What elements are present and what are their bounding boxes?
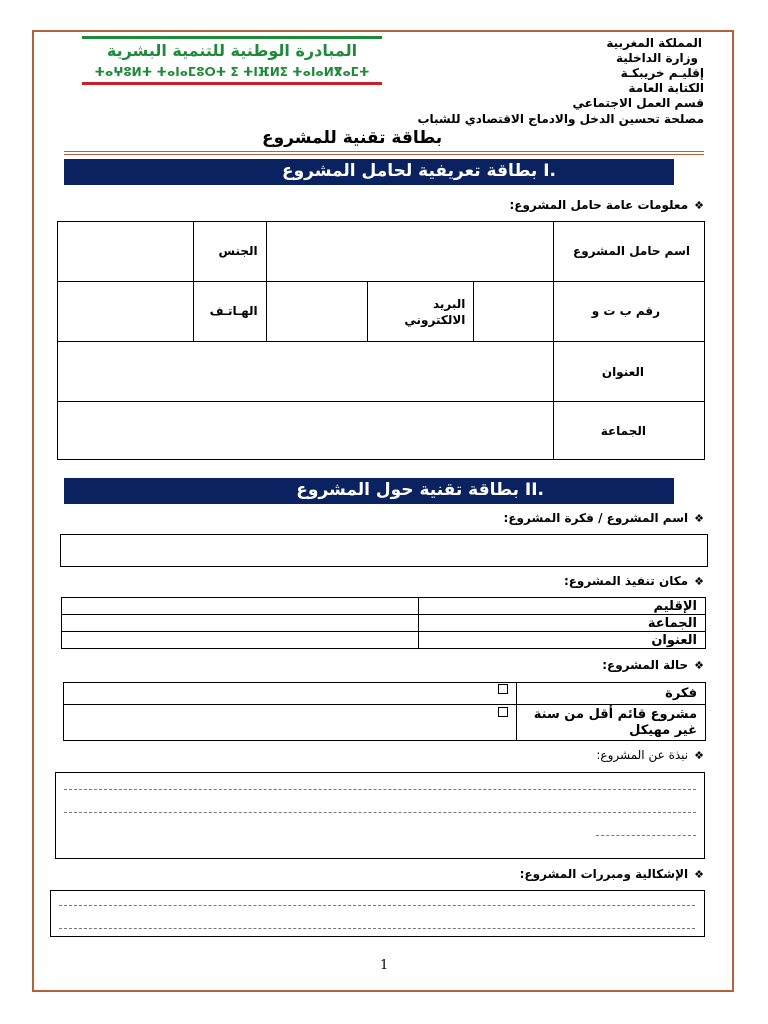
summary-dotted-line-2: [64, 812, 696, 813]
problem-heading: [520, 867, 704, 881]
bullet-icon: ❖: [694, 868, 704, 881]
summary-dotted-line-3: [596, 835, 696, 836]
summary-label: نبذة عن المشروع:: [596, 748, 689, 762]
email-label: البريد الالكتروني: [368, 282, 474, 342]
logo-graphic: [82, 36, 382, 86]
page-title: بطاقة تقنية للمشروع: [262, 128, 443, 148]
address-location-value-cell[interactable]: [62, 632, 419, 649]
section-1-title: .I بطاقة تعريفية لحامل المشروع: [281, 161, 556, 181]
status-table: [63, 682, 706, 741]
holder-name-value-cell[interactable]: [266, 222, 553, 282]
bullet-icon: ❖: [694, 749, 704, 762]
logo-tifinagh-text: ⵜⴰⵖⵓⵍⵜ ⵜⴰⵏⴰⵎⵓⵔⵜ ⵉ ⵜⵏⴼⵍⵉ ⵜⴰⵏⴰⵍⴳⴰⵎⵜ: [94, 65, 370, 79]
header-line-province: إقليـم خريبكـة: [620, 66, 704, 80]
problem-field[interactable]: [50, 890, 705, 937]
title-rule-2: [64, 154, 704, 155]
phone-value-cell[interactable]: [58, 282, 194, 342]
address-label: العنوان: [553, 342, 704, 402]
checkbox-icon-existing[interactable]: [498, 707, 508, 717]
province-label: الإقليم: [419, 598, 706, 615]
location-label: مكان تنفيذ المشروع:: [563, 574, 689, 588]
commune-location-label: الجماعة: [419, 615, 706, 632]
phone-label: الهـاتـف: [193, 282, 266, 342]
holder-info-table: [57, 221, 705, 460]
title-rule: [64, 151, 704, 152]
problem-label: الإشكالية ومبررات المشروع:: [519, 867, 689, 881]
bullet-icon: ❖: [694, 659, 704, 672]
bullet-icon: ❖: [694, 575, 704, 588]
project-name-label: اسم المشروع / فكرة المشروع:: [503, 511, 689, 525]
status-existing-label: مشروع قائم أقل من سنة غير مهيكل: [517, 705, 706, 741]
problem-dotted-line-2: [59, 928, 695, 929]
bullet-icon: ❖: [694, 512, 704, 525]
cin-value-cell[interactable]: [474, 282, 553, 342]
address-location-label: العنوان: [419, 632, 706, 649]
checkbox-icon-idea[interactable]: [498, 684, 508, 694]
section-2-title: .II بطاقة تقنية حول المشروع: [296, 480, 544, 500]
section-1-banner: [64, 159, 674, 185]
email-value-cell[interactable]: [266, 282, 367, 342]
indh-logo: [82, 36, 382, 86]
general-info-label: معلومات عامة حامل المشروع:: [509, 198, 689, 212]
summary-dotted-line-1: [64, 789, 696, 790]
header-line-secretariat: الكتابة العامة: [628, 81, 704, 95]
location-heading: [564, 574, 704, 588]
status-idea-label: فكرة: [517, 683, 706, 705]
logo-arabic-text: المبادرة الوطنية للتنمية البشرية: [106, 41, 358, 60]
holder-name-label: اسم حامل المشروع: [553, 222, 704, 282]
general-info-heading: [509, 198, 704, 212]
header-line-kingdom: المملكة المغربية: [606, 36, 702, 50]
status-idea-cell: [64, 683, 517, 705]
status-label: حالة المشروع:: [602, 658, 689, 672]
commune-location-value-cell[interactable]: [62, 615, 419, 632]
gender-value-cell[interactable]: [58, 222, 194, 282]
bullet-icon: ❖: [694, 199, 704, 212]
page-number: 1: [380, 958, 389, 973]
section-2-banner: [64, 478, 674, 504]
location-table: [61, 597, 706, 649]
header-line-division: قسم العمل الاجتماعي: [572, 96, 704, 110]
summary-heading: [596, 748, 704, 762]
header-line-ministry: وزارة الداخلية: [615, 51, 698, 65]
status-heading: [602, 658, 704, 672]
commune-value-cell[interactable]: [58, 402, 554, 460]
address-value-cell[interactable]: [58, 342, 554, 402]
project-name-heading: [504, 511, 704, 525]
status-existing-cell: [64, 705, 517, 741]
header-line-service: مصلحة تحسين الدخل والادماج الاقتصادي للشباب: [417, 112, 704, 126]
gender-label: الجنس: [193, 222, 266, 282]
project-name-field[interactable]: [60, 534, 708, 567]
cin-label: رقم ب ت و: [553, 282, 704, 342]
commune-label: الجماعة: [553, 402, 704, 460]
summary-field[interactable]: [55, 772, 705, 859]
province-value-cell[interactable]: [62, 598, 419, 615]
problem-dotted-line-1: [59, 905, 695, 906]
